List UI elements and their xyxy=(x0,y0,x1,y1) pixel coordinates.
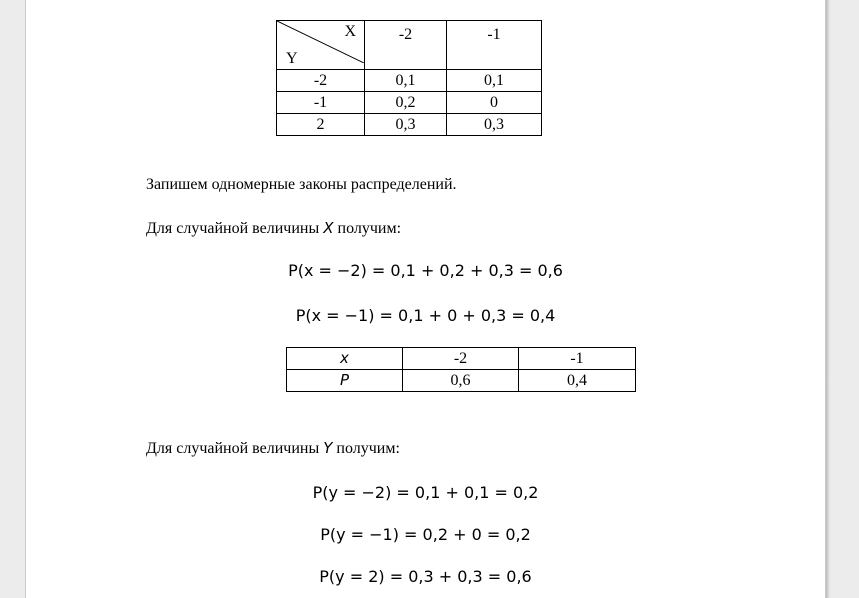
corner-x-label: X xyxy=(344,23,356,40)
table-cell: 0,4 xyxy=(519,370,636,392)
table-cell: 0,3 xyxy=(365,114,447,136)
header-cell: -2 xyxy=(365,21,447,70)
equation-px-minus2: P(x = −2) = 0,1 + 0,2 + 0,3 = 0,6 xyxy=(288,261,563,280)
equation-py-minus1: P(y = −1) = 0,2 + 0 = 0,2 xyxy=(320,525,531,544)
table-cell: 0,1 xyxy=(365,70,447,92)
document-page xyxy=(25,0,826,598)
paragraph-x-intro xyxy=(146,219,401,238)
joint-distribution-table xyxy=(276,20,542,136)
table-cell: -1 xyxy=(519,348,636,370)
table-cell: 0,1 xyxy=(447,70,542,92)
x-distribution-table xyxy=(286,347,636,392)
table-cell: 0,2 xyxy=(365,92,447,114)
page-shadow xyxy=(826,0,830,598)
prob-label-cell: P xyxy=(287,370,403,392)
text-span: получим: xyxy=(332,440,400,457)
paragraph-marginal-laws: Запишем одномерные законы распределений. xyxy=(146,176,457,193)
table-row xyxy=(277,70,542,92)
text-span: Для случайной величины xyxy=(146,440,324,457)
row-label-cell: -2 xyxy=(277,70,365,92)
table-cell: 0,3 xyxy=(447,114,542,136)
paragraph-y-intro xyxy=(146,439,400,458)
table-header-row xyxy=(277,21,542,70)
table-row xyxy=(277,114,542,136)
table-row xyxy=(287,370,636,392)
table-cell: -2 xyxy=(403,348,519,370)
table-cell: 0,6 xyxy=(403,370,519,392)
table-row xyxy=(277,92,542,114)
row-label-cell: -1 xyxy=(277,92,365,114)
table-row xyxy=(287,348,636,370)
corner-y-label: Y xyxy=(286,50,298,67)
header-cell: -1 xyxy=(447,21,542,70)
text-span: получим: xyxy=(333,220,402,237)
equation-px-minus1: P(x = −1) = 0,1 + 0 + 0,3 = 0,4 xyxy=(295,306,556,325)
var-label-cell: x xyxy=(287,348,403,370)
var-y: Y xyxy=(323,439,333,457)
text-span: Для случайной величины xyxy=(146,220,324,237)
row-label-cell: 2 xyxy=(277,114,365,136)
var-x: X xyxy=(323,219,334,237)
corner-cell xyxy=(277,21,365,70)
table-cell: 0 xyxy=(447,92,542,114)
equation-py-minus2: P(y = −2) = 0,1 + 0,1 = 0,2 xyxy=(312,483,539,502)
equation-py-2: P(y = 2) = 0,3 + 0,3 = 0,6 xyxy=(319,567,532,586)
